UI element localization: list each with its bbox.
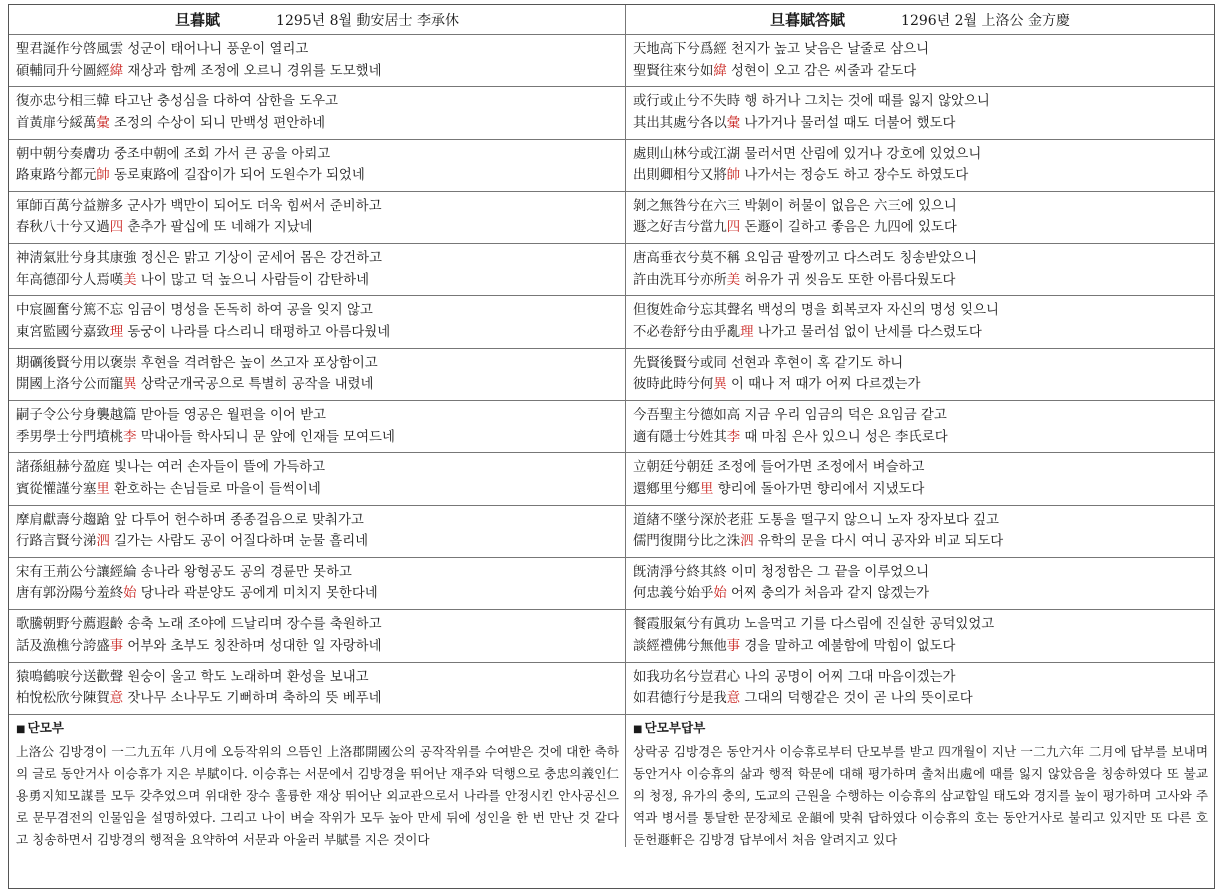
- left-verse-cell: [9, 349, 626, 401]
- right-verse-cell: [626, 140, 1214, 192]
- right-verse-cell: [626, 663, 1214, 715]
- verse-line: [633, 374, 1214, 396]
- verse-text: 如我功名兮豈君心 나의 공명이 어찌 그대 마음이겠는가: [633, 669, 956, 685]
- verse-translation: 나가고 물러섬 없이 난세를 다스렸도다: [753, 324, 982, 340]
- verse-line: [16, 217, 625, 239]
- verse-text: 嗣子令公兮身襲越篇 맏아들 영공은 월편을 이어 받고: [16, 408, 326, 424]
- verse-translation: 돈遯이 길하고 좋음은 九四에 있도다: [740, 220, 957, 236]
- verse-text: 天地高下兮爲經 천지가 높고 낮음은 날줄로 삼으니: [633, 42, 930, 57]
- right-verse-cell: [626, 35, 1214, 87]
- right-note-title: ■ 단모부답부: [633, 717, 1208, 741]
- rhyme-character: 事: [726, 638, 741, 654]
- rhyme-character: 彙: [726, 115, 741, 131]
- verse-translation: 유학의 문을 다시 여니 공자와 비교 되도다: [753, 534, 1004, 550]
- verse-line: [633, 667, 1214, 689]
- verse-text: 朝中朝兮奏膚功 중조中朝에 조회 가서 큰 공을 아뢰고: [16, 146, 331, 162]
- verse-translation: 길가는 사람도 공이 어질다하며 눈물 흘리네: [109, 534, 369, 550]
- verse-line: [16, 457, 625, 479]
- left-verse-cell: [9, 663, 626, 715]
- verse-line: [633, 91, 1214, 113]
- verse-text: 餐霞服氣兮有眞功 노을먹고 기를 다스림에 진실한 공덕있었고: [633, 617, 995, 633]
- verse-translation: 향리에 돌아가면 향리에서 지냈도다: [713, 481, 925, 497]
- verse-translation: 나가서는 정승도 하고 장수도 하였도다: [740, 168, 969, 184]
- verse-text: 聖賢往來兮如: [633, 63, 714, 79]
- verse-line: [16, 300, 625, 322]
- verse-line: [633, 479, 1214, 501]
- verse-line: [16, 322, 625, 344]
- verse-line: [633, 353, 1214, 375]
- verse-translation: 허유가 귀 씻음도 또한 아름다웠도다: [740, 272, 956, 288]
- verse-line: [633, 427, 1214, 449]
- verse-line: [16, 353, 625, 375]
- verse-text: 何忠義兮始乎: [633, 586, 714, 602]
- verse-text: 歌騰朝野兮薦遐齡 송축 노래 조야에 드날리며 장수를 축원하고: [16, 617, 382, 633]
- verse-line: [16, 510, 625, 532]
- verse-line: [16, 583, 625, 605]
- verse-text: 遯之好吉兮當九: [633, 220, 727, 236]
- right-verse-cell: [626, 244, 1214, 296]
- left-meta: 1295년 8월 動安居士 李承休: [276, 12, 459, 29]
- rhyme-character: 意: [726, 691, 741, 707]
- rhyme-character: 理: [109, 324, 124, 340]
- verse-text: 期礪後賢兮用以褒崇 후현을 격려함은 높이 쓰고자 포상함이고: [16, 355, 378, 371]
- rhyme-character: 李: [123, 429, 137, 445]
- verse-translation: 환호하는 손님들로 마을이 들썩이네: [109, 481, 321, 497]
- verse-text: 適有隱士兮姓其: [633, 429, 727, 445]
- verse-translation: 나이 많고 덕 높으니 사람들이 감탄하네: [136, 272, 370, 288]
- verse-translation: 동로東路에 길잡이가 되어 도원수가 되었네: [109, 168, 365, 184]
- verse-line: [633, 165, 1214, 187]
- verse-line: [16, 614, 625, 636]
- right-verse-cell: [626, 87, 1214, 139]
- verse-translation: 춘추가 팔십에 또 네해가 지났네: [123, 220, 313, 236]
- left-header: [9, 5, 626, 35]
- verse-text: 唐有郭汾陽兮羞終: [16, 586, 124, 602]
- right-verse-cell: [626, 506, 1214, 558]
- verse-line: [633, 688, 1214, 710]
- poem-comparison-table: [8, 4, 1215, 889]
- verse-line: [16, 667, 625, 689]
- verse-text: 宋有王荊公兮讓經綸 송나라 왕형공도 공의 경륜만 못하고: [16, 564, 352, 580]
- right-verse-cell: [626, 453, 1214, 505]
- rhyme-character: 異: [123, 377, 137, 393]
- verse-line: [633, 217, 1214, 239]
- verse-line: [16, 270, 625, 292]
- verse-text: 行路言賢兮涕: [16, 534, 97, 550]
- verse-translation: 성현이 오고 감은 씨줄과 같도다: [726, 63, 917, 79]
- verse-line: [633, 61, 1214, 83]
- verse-line: [16, 91, 625, 113]
- verse-line: [16, 144, 625, 166]
- verse-text: 首黃扉兮綏萬: [16, 115, 97, 131]
- verse-translation: 경을 말하고 예불함에 막힘이 없도다: [740, 638, 956, 654]
- left-verse-cell: [9, 244, 626, 296]
- verse-text: 中宸圖奮兮篤不忘 임금이 명성을 돈독히 하여 공을 잊지 않고: [16, 303, 373, 319]
- poem-grid: [9, 5, 1214, 715]
- right-verse-cell: [626, 296, 1214, 348]
- verse-translation: 막내아들 학사되니 문 앞에 인재들 모여드네: [136, 429, 395, 445]
- verse-text: 儒門復開兮比之洙: [633, 534, 741, 550]
- verse-translation: 그대의 덕행같은 것이 곧 나의 뜻이로다: [740, 691, 973, 707]
- verse-text: 彼時此時兮何: [633, 377, 714, 393]
- verse-line: [16, 636, 625, 658]
- verse-text: 但復姓命兮忘其聲名 백성의 명을 회복코자 자신의 명성 잊으니: [633, 303, 999, 319]
- verse-line: [633, 113, 1214, 135]
- verse-text: 復亦忠兮相三韓 타고난 충성심을 다하여 삼한을 도우고: [16, 94, 338, 110]
- verse-line: [16, 374, 625, 396]
- verse-translation: 때 마침 은사 있으니 성은 李氏로다: [740, 429, 948, 445]
- left-title: 旦暮賦: [175, 11, 221, 29]
- verse-text: 不必卷舒兮由乎亂: [633, 324, 741, 340]
- rhyme-character: 泗: [96, 534, 110, 550]
- verse-text: 或行或止兮不失時 행 하거나 그치는 것에 때를 잃지 않았으니: [633, 94, 990, 110]
- right-verse-cell: [626, 401, 1214, 453]
- verse-text: 年高德卲兮人焉嘆: [16, 272, 124, 288]
- rhyme-character: 事: [109, 638, 124, 654]
- left-verse-cell: [9, 87, 626, 139]
- verse-text: 諸孫組赫兮盈庭 빛나는 여러 손자들이 뜰에 가득하고: [16, 460, 326, 476]
- verse-translation: 어찌 충의가 처음과 같지 않겠는가: [726, 586, 930, 602]
- verse-text: 剝之無咎兮在六三 박剝이 허물이 없음은 六三에 있으니: [633, 198, 957, 214]
- verse-line: [16, 248, 625, 270]
- verse-text: 猿鳴鶴唳兮送歡聲 원숭이 울고 학도 노래하며 환성을 보내고: [16, 669, 369, 685]
- verse-line: [633, 457, 1214, 479]
- rhyme-character: 帥: [726, 168, 741, 184]
- verse-line: [16, 531, 625, 553]
- note-grid: [9, 715, 1214, 847]
- verse-text: 東宮監國兮嘉致: [16, 324, 110, 340]
- verse-translation: 어부와 초부도 칭찬하며 성대한 일 자랑하네: [123, 638, 382, 654]
- rhyme-character: 始: [123, 586, 137, 602]
- verse-line: [16, 562, 625, 584]
- verse-line: [633, 270, 1214, 292]
- verse-line: [633, 322, 1214, 344]
- verse-line: [16, 39, 625, 61]
- verse-line: [633, 300, 1214, 322]
- left-verse-cell: [9, 296, 626, 348]
- verse-translation: 당나라 곽분양도 공에게 미치지 못한다네: [136, 586, 378, 602]
- verse-text: 出則卿相兮又將: [633, 168, 727, 184]
- rhyme-character: 意: [109, 691, 124, 707]
- verse-line: [633, 405, 1214, 427]
- verse-text: 碩輔同升兮圖經: [16, 63, 110, 79]
- left-verse-cell: [9, 35, 626, 87]
- rhyme-character: 美: [726, 272, 741, 288]
- rhyme-character: 始: [713, 586, 727, 602]
- left-verse-cell: [9, 558, 626, 610]
- verse-line: [633, 196, 1214, 218]
- verse-text: 先賢後賢兮或同 선현과 후현이 혹 같기도 하니: [633, 355, 904, 371]
- verse-line: [633, 248, 1214, 270]
- right-verse-cell: [626, 610, 1214, 662]
- verse-text: 唐高垂衣兮莫不稱 요임금 팔짱끼고 다스려도 칭송받았으니: [633, 251, 978, 267]
- verse-text: 軍師百萬兮益辦多 군사가 백만이 되어도 더욱 힘써서 준비하고: [16, 198, 382, 214]
- verse-line: [16, 427, 625, 449]
- left-verse-cell: [9, 453, 626, 505]
- verse-line: [633, 636, 1214, 658]
- rhyme-character: 緯: [713, 63, 727, 79]
- verse-line: [16, 165, 625, 187]
- left-verse-cell: [9, 192, 626, 244]
- verse-text: 聖君誕作兮啓風雲 성군이 태어나니 풍운이 열리고: [16, 42, 309, 57]
- left-verse-cell: [9, 506, 626, 558]
- verse-line: [633, 144, 1214, 166]
- rhyme-character: 異: [713, 377, 727, 393]
- verse-text: 立朝廷兮朝廷 조정에 들어가면 조정에서 벼슬하고: [633, 460, 925, 476]
- rhyme-character: 四: [109, 220, 124, 236]
- verse-line: [633, 39, 1214, 61]
- verse-text: 賓從懽謹兮塞: [16, 481, 97, 497]
- rhyme-character: 泗: [740, 534, 754, 550]
- right-verse-cell: [626, 558, 1214, 610]
- rhyme-character: 美: [123, 272, 137, 288]
- verse-line: [16, 405, 625, 427]
- rhyme-character: 四: [726, 220, 741, 236]
- verse-text: 柏悅松欣兮陳賀: [16, 691, 110, 707]
- left-note-title: ■ 단모부: [16, 717, 619, 741]
- rhyme-character: 彙: [96, 115, 110, 131]
- verse-text: 還鄕里兮鄕: [633, 481, 700, 497]
- verse-translation: 이 때나 저 때가 어찌 다르겠는가: [726, 377, 921, 393]
- rhyme-character: 緯: [109, 63, 124, 79]
- verse-translation: 잣나무 소나무도 기뻐하며 축하의 뜻 베푸네: [123, 691, 382, 707]
- verse-text: 道緖不墜兮深於老莊 도통을 떨구지 않으니 노자 장자보다 깊고: [633, 512, 999, 528]
- left-verse-cell: [9, 610, 626, 662]
- verse-text: 其出其處兮各以: [633, 115, 727, 131]
- verse-line: [633, 583, 1214, 605]
- verse-translation: 재상과 함께 조정에 오르니 경위를 도모했네: [123, 63, 382, 79]
- rhyme-character: 理: [740, 324, 754, 340]
- verse-text: 摩肩獻壽兮趨蹌 앞 다투어 헌수하며 종종걸음으로 맞춰가고: [16, 512, 364, 528]
- verse-line: [633, 531, 1214, 553]
- verse-text: 旣淸淨兮終其終 이미 청정함은 그 끝을 이루었으니: [633, 564, 930, 580]
- verse-text: 今吾聖主兮德如高 지금 우리 임금의 덕은 요임금 같고: [633, 408, 947, 424]
- verse-translation: 상락군개국공으로 특별히 공작을 내렸네: [136, 377, 374, 393]
- verse-line: [633, 614, 1214, 636]
- left-note: [9, 715, 626, 847]
- verse-line: [16, 61, 625, 83]
- rhyme-character: 里: [699, 481, 714, 497]
- right-title: 旦暮賦答賦: [770, 11, 846, 29]
- verse-text: 季男學士兮門墳桃: [16, 429, 124, 445]
- verse-line: [16, 196, 625, 218]
- verse-text: 開國上洛兮公而寵: [16, 377, 124, 393]
- verse-line: [16, 113, 625, 135]
- rhyme-character: 帥: [96, 168, 110, 184]
- verse-text: 話及漁樵兮誇盛: [16, 638, 110, 654]
- verse-text: 路東路兮都元: [16, 168, 97, 184]
- verse-text: 如君德行兮是我: [633, 691, 727, 707]
- right-verse-cell: [626, 349, 1214, 401]
- verse-line: [16, 479, 625, 501]
- verse-translation: 조정의 수상이 되니 만백성 편안하네: [109, 115, 326, 131]
- right-header: [626, 5, 1214, 35]
- verse-line: [633, 510, 1214, 532]
- verse-translation: 동궁이 나라를 다스리니 태평하고 아름다웠네: [123, 324, 391, 340]
- rhyme-character: 李: [726, 429, 741, 445]
- verse-text: 許由洗耳兮亦所: [633, 272, 727, 288]
- verse-text: 神淸氣壯兮身其康強 정신은 맑고 기상이 굳세어 몸은 강건하고: [16, 251, 382, 267]
- left-verse-cell: [9, 140, 626, 192]
- right-note-text: 상락공 김방경은 동안거사 이승휴로부터 단모부를 받고 四개월이 지난 一二九六年 二月에 답부를 보내며 동안거사 이승휴의 삶과 행적 학문에 대해 평가하며 출처出處에 때를 잃지 않았음을 칭송하였다 또 불교의 청정, 유가의 충의, 도교의 근원을 수행하는 이승휴의 삼교합일 태도와 경지를 높이 평가하며 고사와 주역과 병서를 통달한 문장체로 운韻에 맞춰 답하였다 이승휴의 호는 동안거사로 불리고 있지만 또 다른 호 둔헌遯軒은 김방경 답부에서 처음 알려지고 있다: [633, 743, 1209, 847]
- verse-translation: 나가거나 물러설 때도 더불어 했도다: [740, 115, 956, 131]
- verse-text: 談經禮佛兮無他: [633, 638, 727, 654]
- verse-text: 處則山林兮或江湖 물러서면 산림에 있거나 강호에 있었으니: [633, 146, 982, 162]
- rhyme-character: 里: [96, 481, 110, 497]
- right-note: [626, 715, 1214, 847]
- left-note-text: 上洛公 김방경이 一二九五年 八月에 오등작위의 으뜸인 上洛郡開國公의 공작작위를 수여받은 것에 대한 축하의 글로 동안거사 이승휴가 지은 부賦이다. 이승휴는 서문에서 김방경을 뛰어난 재주와 덕행으로 충忠의義인仁용勇지知모謀를 모두 갖추었으며 위대한 장수 훌륭한 재상 뛰어난 외교관으로서 나라를 안정시킨 안사공신으로 문무겸전의 인물임을 설명하였다. 그리고 나이 벼슬 작위가 모두 높아 만세 뒤에 성인을 한 번 만난 것 같다고 칭송하면서 김방경의 행적을 요약하여 서문과 아울러 부賦를 지은 것이다: [16, 743, 619, 847]
- right-verse-cell: [626, 192, 1214, 244]
- left-verse-cell: [9, 401, 626, 453]
- verse-text: 春秋八十兮又過: [16, 220, 110, 236]
- verse-line: [16, 688, 625, 710]
- verse-line: [633, 562, 1214, 584]
- right-meta: 1296년 2월 上洛公 金方慶: [901, 12, 1070, 29]
